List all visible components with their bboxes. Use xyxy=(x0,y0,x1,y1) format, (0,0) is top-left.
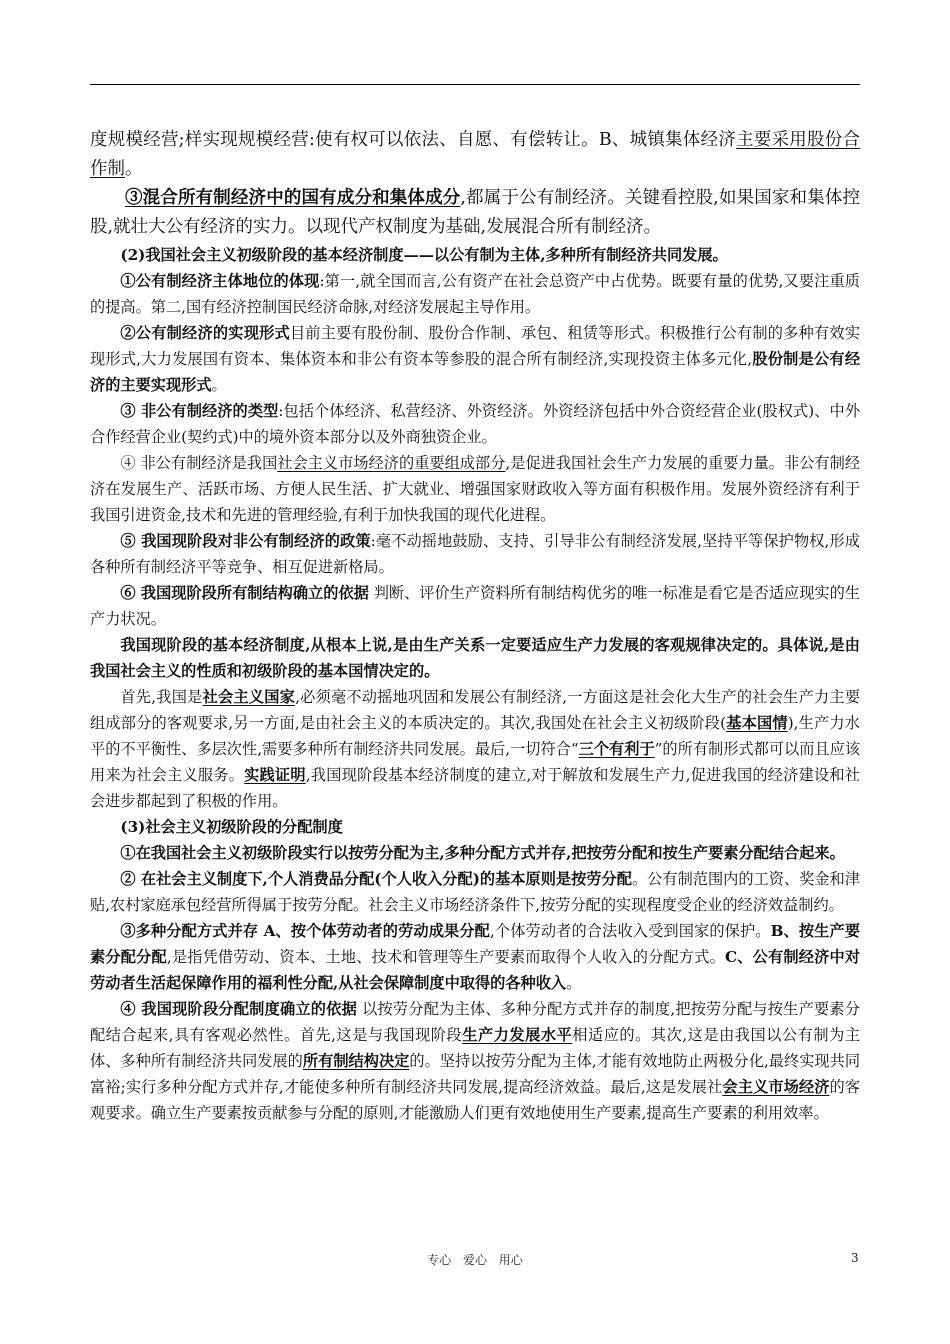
bold-text-run: 股份制是公有经济的主要实现形式 xyxy=(90,350,861,394)
text-run: ),生产力水平的不平衡性、多层次性,需要多种所有制经济共同发展。最后,一切符合“ xyxy=(90,714,860,758)
paragraph xyxy=(90,632,860,684)
page-number: 3 xyxy=(851,1251,859,1265)
bold-text-run: 实践证明 xyxy=(244,766,306,784)
bold-text-run: 社会主义国家 xyxy=(202,688,296,706)
text-run: :包括个体经济、私营经济、外资经济。外资经济包括中外合资经营企业(股权式)、中外合作经营企业(契约式)中的境外资本部分以及外商独资企业。 xyxy=(90,402,861,446)
bold-text-run: 三个有利于 xyxy=(578,740,655,758)
text-run: ,是指凭借劳动、资本、土地、技术和管理等生产要素而取得个人收入的分配方式。 xyxy=(166,948,725,966)
text-run: 。 xyxy=(211,376,227,394)
paragraph xyxy=(90,996,860,1126)
text-run: :第一,就全国而言,公有资产在社会总资产中占优势。既要有量的优势,又要注重质的提高。第二,国有经济控制国民经济命脉,对经济发展起主导作用。 xyxy=(90,272,860,316)
bold-text-run: ⑥ 我国现阶段所有制结构确立的依据 xyxy=(120,584,369,602)
text-run: ,必须毫不动摇地巩固和发展公有制经济,一方面这是社会化大生产的社会生产力主要组成部分的客观要求,另一方面,是由社会主义的本质决定的。其次,我国处在社会主义初级阶段( xyxy=(90,688,861,732)
bold-text-run: ③混合所有制经济中的国有成分和集体成分 xyxy=(125,188,461,208)
text-run: ,都属于公有制经济。关键看控股,如果国家和集体控股,就壮大公有经济的实力。以现代产权制度为基础,发展混合所有制经济。 xyxy=(90,188,861,237)
bold-text-run: ①在我国社会主义初级阶段实行以按劳分配为主,多种分配方式并存,把按劳分配和按生产要素分配结合起来。 xyxy=(120,844,845,862)
document-body xyxy=(90,126,860,1126)
paragraph xyxy=(90,320,860,398)
paragraph xyxy=(90,684,860,814)
bold-text-run: ⑤ 我国现阶段对非公有制经济的政策 xyxy=(120,532,371,550)
underlined-text-run: 主要采用股份合作制 xyxy=(90,130,861,179)
text-run: :毫不动摇地鼓励、支持、引导非公有制经济发展,坚持平等保护物权,形成各种所有制经济平等竞争、相互促进新格局。 xyxy=(90,532,860,576)
paragraph xyxy=(90,450,860,528)
bold-text-run: 会主义市场经济 xyxy=(722,1078,830,1096)
text-run: 目前主要有股份制、股份合作制、承包、租赁等形式。积极推行公有制的多种有效实现形式,大力发展国有资本、集体资本和非公有资本等参股的混合所有制经济,实现投资主体多元化, xyxy=(90,324,861,368)
bold-text-run: ①公有制经济主体地位的体现 xyxy=(120,272,320,290)
text-run: 的。坚持以按劳分配为主体,才能有效地防止两极分化,最终实现共同富裕;实行多种分配方式并存,才能使多种所有制经济共同发展,提高经济效益。最后,这是发展社 xyxy=(90,1052,861,1096)
bold-text-run: 生产力发展水平 xyxy=(462,1026,573,1044)
paragraph xyxy=(90,126,860,184)
bold-text-run: 所有制结构决定 xyxy=(302,1052,410,1070)
text-run: ,是促进我国社会生产力发展的重要力量。非公有制经济在发展生产、活跃市场、方便人民生活、扩大就业、增强国家财政收入等方面有积极作用。发展外资经济有利于我国引进资金,技术和先进的管理经验,有利于加快我国的现代化进程。 xyxy=(90,454,861,524)
bold-text-run: 基本国情 xyxy=(726,714,788,732)
text-run: ,我国现阶段基本经济制度的建立,对于解放和发展生产力,促进我国的经济建设和社会进步都起到了积极的作用。 xyxy=(90,766,861,810)
footer-motto: 专心 爱心 用心 xyxy=(427,1253,523,1267)
text-run: 。 xyxy=(125,159,143,179)
paragraph xyxy=(90,268,860,320)
header-rule xyxy=(90,84,860,85)
text-run: 。公有制范围内的工资、奖金和津贴,农村家庭承包经营所得属于按劳分配。社会主义市场经济条件下,按劳分配的实现程度受企业的经济效益制约。 xyxy=(90,870,861,914)
bold-text-run: ②公有制经济的实现形式 xyxy=(120,324,290,342)
paragraph xyxy=(90,242,860,268)
bold-text-run: ③多种分配方式并存 A、按个体劳动者的劳动成果分配 xyxy=(120,922,490,940)
paragraph xyxy=(90,918,860,996)
bold-text-run: B、按生产要素分配分配 xyxy=(90,922,861,966)
paragraph xyxy=(90,580,860,632)
bold-text-run: (2)我国社会主义初级阶段的基本经济制度——以公有制为主体,多种所有制经济共同发展。 xyxy=(120,246,728,264)
underlined-text-run: 社会主义市场经济的重要组成部分 xyxy=(277,454,506,472)
page-footer xyxy=(0,1251,950,1271)
text-run: 的客观要求。确立生产要素按贡献参与分配的原则,才能激励人们更有效地使用生产要素,提高生产要素的利用效率。 xyxy=(90,1078,861,1122)
text-run: ,个体劳动者的合法收入受到国家的保护。 xyxy=(489,922,771,940)
text-run: 判断、评价生产资料所有制结构优劣的唯一标准是看它是否适应现实的生产力状况。 xyxy=(90,584,861,628)
bold-text-run: 我国现阶段的基本经济制度,从根本上说,是由生产关系一定要适应生产力发展的客观规律决定的。具体说,是由我国社会主义的性质和初级阶段的基本国情决定的。 xyxy=(90,636,860,680)
bold-text-run: ③ 非公有制经济的类型 xyxy=(120,402,279,420)
bold-text-run: C、公有制经济中对劳动者生活起保障作用的福利性分配,从社会保障制度中取得的各种收入 xyxy=(90,948,861,992)
paragraph xyxy=(90,528,860,580)
paragraph xyxy=(90,184,860,242)
text-run: 。 xyxy=(566,974,582,992)
text-run: 以按劳分配为主体、多种分配方式并存的制度,把按劳分配与按生产要素分配结合起来,具有客观必然性。首先,这是与我国现阶段 xyxy=(90,1000,861,1044)
bold-text-run: (3)社会主义初级阶段的分配制度 xyxy=(120,818,343,836)
bold-text-run: ④ 我国现阶段分配制度确立的依据 xyxy=(120,1000,358,1018)
paragraph xyxy=(90,814,860,840)
text-run: 相适应的。其次,这是由我国以公有制为主体、多种所有制经济共同发展的 xyxy=(90,1026,861,1070)
bold-text-run: ② 在社会主义制度下,个人消费品分配(个人收入分配)的基本原则是按劳分配 xyxy=(120,870,632,888)
text-run: 首先,我国是 xyxy=(120,688,203,706)
paragraph xyxy=(90,840,860,866)
text-run: 度规模经营;样实现规模经营:使有权可以依法、自愿、有偿转让。B、城镇集体经济 xyxy=(90,130,737,150)
text-run: ”的所有制形式都可以而且应该用来为社会主义服务。 xyxy=(90,740,861,784)
paragraph xyxy=(90,866,860,918)
text-run: ④ 非公有制经济是我国 xyxy=(120,454,278,472)
paragraph xyxy=(90,398,860,450)
